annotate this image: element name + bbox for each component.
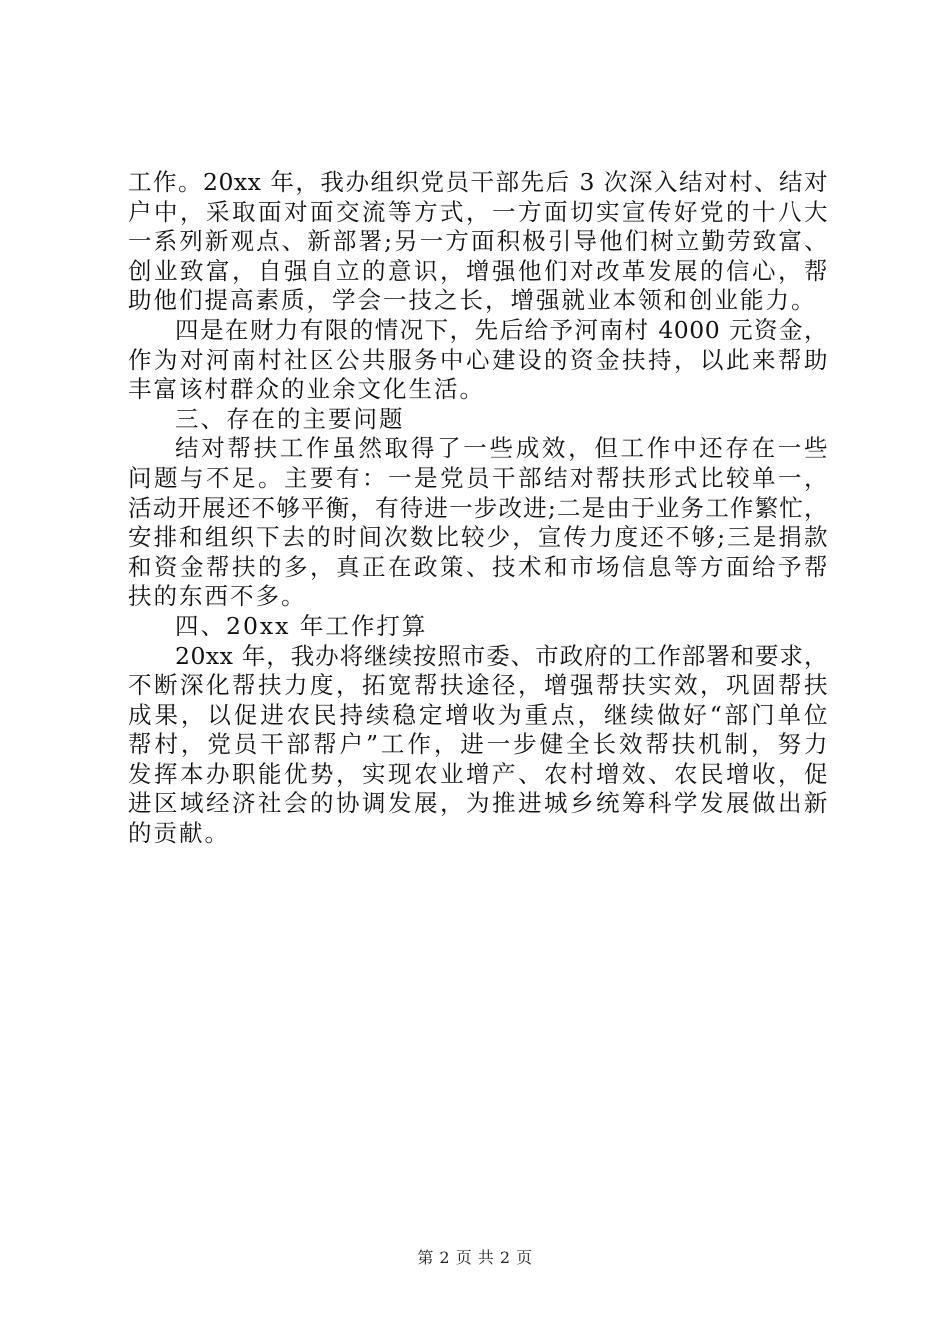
paragraph-line: 丰富该村群众的业余文化生活。 (128, 375, 485, 404)
paragraph-line: 安排和组织下去的时间次数比较少，宣传力度还不够;三是捐款 (128, 523, 828, 552)
paragraph-line: 工作。20xx 年，我办组织党员干部先后 3 次深入结对村、结对 (128, 168, 828, 196)
paragraph-line: 作为对河南村社区公共服务中心建设的资金扶持，以此来帮助 (128, 345, 828, 374)
paragraph-line: 户中，采取面对面交流等方式，一方面切实宣传好党的十八大 (128, 197, 828, 226)
paragraph-line: 问题与不足。主要有：一是党员干部结对帮扶形式比较单一， (128, 463, 828, 492)
paragraph-line: 发挥本办职能优势，实现农业增产、农村增效、农民增收，促 (128, 759, 828, 788)
paragraph-line: 一系列新观点、新部署;另一方面积极引导他们树立勤劳致富、 (128, 227, 828, 256)
paragraph-line: 20xx 年，我办将继续按照市委、市政府的工作部署和要求， (175, 641, 828, 670)
paragraph-line: 结对帮扶工作虽然取得了一些成效，但工作中还存在一些 (175, 434, 828, 463)
paragraph-line: 助他们提高素质，学会一技之长，增强就业本领和创业能力。 (128, 286, 817, 315)
paragraph-line: 创业致富，自强自立的意识，增强他们对改革发展的信心，帮 (128, 256, 828, 285)
document-body (128, 168, 828, 849)
page-number-footer: 第 2 页 共 2 页 (417, 1248, 533, 1267)
paragraph-line: 的贡献。 (128, 819, 230, 848)
paragraph-line: 帮村，党员干部帮户”工作，进一步健全长效帮扶机制，努力 (128, 730, 828, 759)
paragraph-line: 进区域经济社会的协调发展，为推进城乡统筹科学发展做出新 (128, 789, 828, 818)
paragraph-line: 不断深化帮扶力度，拓宽帮扶途径，增强帮扶实效，巩固帮扶 (128, 671, 828, 700)
paragraph-line: 扶的东西不多。 (128, 582, 307, 611)
paragraph-line: 和资金帮扶的多，真正在政策、技术和市场信息等方面给予帮 (128, 552, 828, 581)
paragraph-line: 活动开展还不够平衡，有待进一步改进;二是由于业务工作繁忙， (128, 493, 828, 522)
section-heading-issues: 三、存在的主要问题 (175, 404, 405, 433)
paragraph-line: 四是在财力有限的情况下，先后给予河南村 4000 元资金， (175, 315, 828, 344)
paragraph-line: 成果，以促进农民持续稳定增收为重点，继续做好“部门单位 (128, 700, 828, 729)
section-heading-plan: 四、20xx 年工作打算 (175, 611, 428, 640)
